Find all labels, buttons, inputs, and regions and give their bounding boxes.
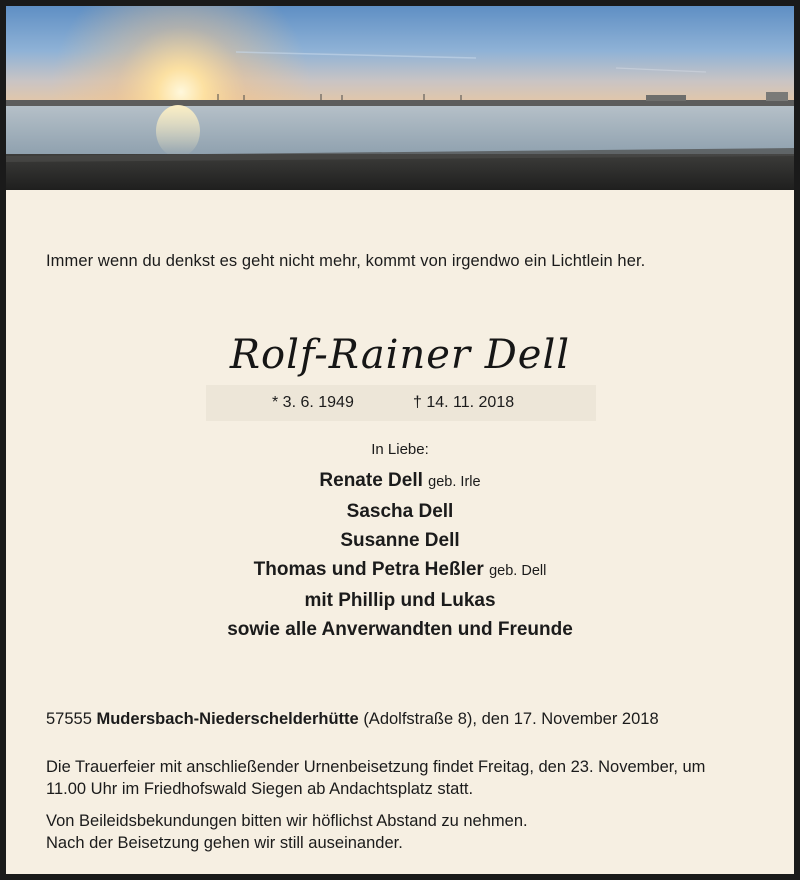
- mourner-line: [6, 526, 794, 555]
- mourner-name: Renate Dell: [319, 470, 423, 491]
- mourners-intro: In Liebe:: [371, 441, 429, 458]
- death-date: † 14. 11. 2018: [413, 394, 515, 411]
- mourner-name: Susanne Dell: [340, 530, 460, 551]
- condolence-line: Nach der Beisetzung gehen wir still auseinander.: [46, 834, 403, 852]
- sunset-sea-photo: [6, 6, 794, 190]
- mourner-line: [6, 586, 794, 615]
- mourner-line: [6, 555, 794, 586]
- city-name: Mudersbach-Niederschelderhütte: [96, 710, 359, 728]
- mourner-line: [6, 497, 794, 526]
- mourner-name: mit Phillip und Lukas: [304, 590, 496, 611]
- life-dates: [206, 385, 596, 421]
- mourners-list: [6, 441, 794, 644]
- address-and-date: (Adolfstraße 8), den 17. November 2018: [363, 710, 659, 728]
- mourner-name: Sascha Dell: [346, 501, 454, 522]
- mourner-suffix: geb. Irle: [428, 474, 481, 490]
- deceased-name: Rolf-Rainer Dell: [229, 332, 571, 378]
- mourner-name: sowie alle Anverwandten und Freunde: [227, 619, 573, 640]
- mourner-line: [6, 615, 794, 644]
- mourner-name: Thomas und Petra Heßler: [253, 559, 484, 580]
- postal-code: 57555: [46, 710, 92, 728]
- place-and-date: [46, 710, 766, 729]
- condolence-notice: [46, 810, 746, 854]
- birth-date: * 3. 6. 1949: [272, 394, 354, 411]
- mourner-line: [6, 466, 794, 497]
- memorial-quote: Immer wenn du denkst es geht nicht mehr, kommt von irgendwo ein Lichtlein her.: [46, 252, 646, 270]
- funeral-notice: Die Trauerfeier mit anschließender Urnenbeisetzung findet Freitag, den 23. November, um 11.00 Uhr im Friedhofswald Siegen ab Andachtsplatz statt.: [46, 758, 706, 798]
- mourner-suffix: geb. Dell: [489, 563, 547, 579]
- sunset-sea-image: [6, 6, 794, 190]
- condolence-line: Von Beileidsbekundungen bitten wir höflichst Abstand zu nehmen.: [46, 812, 528, 830]
